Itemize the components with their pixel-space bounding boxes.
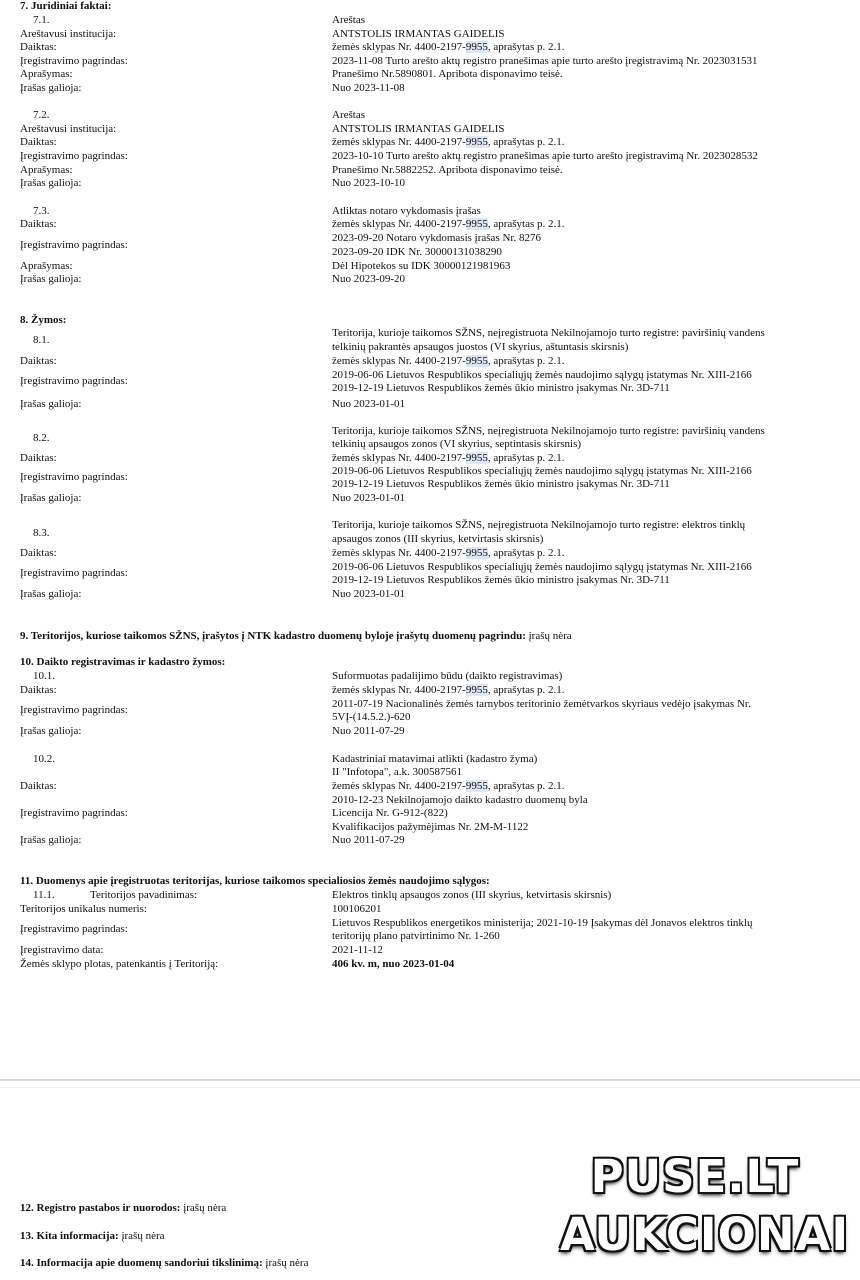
label-object: Daiktas:: [20, 452, 57, 464]
item-8-1-desc-line2: telkinių pakrantės apsaugos juostos (VI skyrius, aštuntasis skirsnis): [332, 341, 629, 353]
item-10-2-valid: Nuo 2011-07-29: [332, 834, 405, 846]
item-8-2-number: 8.2.: [33, 432, 50, 444]
item-7-2-valid: Nuo 2023-10-10: [332, 177, 406, 189]
item-11-1-unique-number: 100106201: [332, 903, 382, 915]
item-8-3-desc-line2: apsaugos zonos (III skyrius, ketvirtasis skirsnis): [332, 533, 544, 545]
item-8-3-valid: Nuo 2023-01-01: [332, 588, 406, 600]
item-11-1-basis-line1: Lietuvos Respublikos energetikos ministerija; 2021-10-19 Įsakymas dėl Jonavos elektros tinklų: [332, 917, 753, 929]
label-object: Daiktas:: [20, 355, 57, 367]
label-institution: Areštavusi institucija:: [20, 28, 117, 40]
item-8-3-object: žemės sklypas Nr. 4400-2197-9955, aprašytas p. 2.1.: [332, 547, 565, 559]
section-12: [20, 1202, 226, 1214]
label-valid: Įrašas galioja:: [20, 492, 82, 504]
item-7-1-number: 7.1.: [33, 14, 50, 26]
item-10-2-basis-line3: Kvalifikacijos pažymėjimas Nr. 2M-M-1122: [332, 821, 529, 833]
item-10-2-basis-line1: 2010-12-23 Nekilnojamojo daikto kadastro duomenų byla: [332, 794, 588, 806]
label-valid: Įrašas galioja:: [20, 177, 82, 189]
label-registration-basis: Įregistravimo pagrindas:: [20, 567, 128, 579]
section-13-heading: 13. Kita informacija:: [20, 1230, 119, 1242]
section-10-heading: 10. Daikto registravimas ir kadastro žymos:: [20, 656, 226, 668]
item-10-1-number: 10.1.: [33, 670, 55, 682]
item-8-1-valid: Nuo 2023-01-01: [332, 398, 406, 410]
item-7-1-valid: Nuo 2023-11-08: [332, 82, 405, 94]
item-10-2-company: II "Infotopa", a.k. 300587561: [332, 766, 462, 778]
label-registration-basis: Įregistravimo pagrindas:: [20, 239, 128, 251]
item-8-3-basis-line2: 2019-12-19 Lietuvos Respublikos žemės ūkio ministro įsakymas Nr. 3D-711: [332, 574, 670, 586]
item-7-2-object: žemės sklypas Nr. 4400-2197-9955, aprašytas p. 2.1.: [332, 136, 565, 148]
label-object: Daiktas:: [20, 547, 57, 559]
item-7-3-number: 7.3.: [33, 205, 50, 217]
item-10-2-basis-line2: Licencija Nr. G-912-(822): [332, 807, 448, 819]
section-13-value: įrašų nėra: [118, 1230, 165, 1242]
item-11-1-territory-name: Elektros tinklų apsaugos zonos (III skyrius, ketvirtasis skirsnis): [332, 889, 612, 901]
label-registration-basis: Įregistravimo pagrindas:: [20, 807, 128, 819]
item-7-1-description: Pranešimo Nr.5890801. Apribota disponavimo teisė.: [332, 68, 563, 80]
item-10-1-type: Suformuotas padalijimo būdu (daikto registravimas): [332, 670, 563, 682]
label-registration-date: Įregistravimo data:: [20, 944, 104, 956]
label-object: Daiktas:: [20, 684, 57, 696]
label-institution: Areštavusi institucija:: [20, 123, 117, 135]
watermark-line-1: PUSE.LT: [590, 1150, 800, 1203]
item-7-3-basis-line1: 2023-09-20 Notaro vykdomasis įrašas Nr. 8276: [332, 232, 541, 244]
section-9-heading: 9. Teritorijos, kuriose taikomos SŽNS, įrašytos į NTK kadastro duomenų byloje įrašytų duomenų pagrindu:: [20, 630, 526, 642]
item-10-1-basis-line2: 5VĮ-(14.5.2.)-620: [332, 711, 411, 723]
section-14-heading: 14. Informacija apie duomenų sandoriui tikslinimą:: [20, 1257, 263, 1269]
label-valid: Įrašas galioja:: [20, 725, 82, 737]
label-description: Aprašymas:: [20, 68, 73, 80]
item-10-1-basis-line1: 2011-07-19 Nacionalinės žemės tarnybos teritorinio žemėtvarkos skyriaus vedėjo įsakymas Nr.: [332, 698, 751, 710]
item-8-1-desc-line1: Teritorija, kurioje taikomos SŽNS, neįregistruota Nekilnojamojo turto registre: paviršinių vandens: [332, 327, 765, 339]
label-registration-basis: Įregistravimo pagrindas:: [20, 923, 128, 935]
item-7-3-valid: Nuo 2023-09-20: [332, 273, 406, 285]
item-7-3-description: Dėl Hipotekos su IDK 30000121981963: [332, 260, 511, 272]
item-8-2-basis-line1: 2019-06-06 Lietuvos Respublikos specialiųjų žemės naudojimo sąlygų įstatymas Nr. XIII-2166: [332, 465, 752, 477]
item-10-2-number: 10.2.: [33, 753, 55, 765]
item-11-1-basis-line2: teritorijų plano patvirtinimo Nr. 1-260: [332, 930, 500, 942]
label-description: Aprašymas:: [20, 260, 73, 272]
item-7-1-type: Areštas: [332, 14, 365, 26]
label-valid: Įrašas galioja:: [20, 273, 82, 285]
item-7-1-basis: 2023-11-08 Turto arešto aktų registro pranešimas apie turto arešto įregistravimą Nr. 2023031531: [332, 55, 758, 67]
item-8-1-number: 8.1.: [33, 334, 50, 346]
label-territory-name: Teritorijos pavadinimas:: [90, 889, 198, 901]
item-7-3-object: žemės sklypas Nr. 4400-2197-9955, aprašytas p. 2.1.: [332, 218, 565, 230]
item-11-1-registration-date: 2021-11-12: [332, 944, 383, 956]
label-object: Daiktas:: [20, 41, 57, 53]
label-valid: Įrašas galioja:: [20, 82, 82, 94]
item-8-1-basis-line2: 2019-12-19 Lietuvos Respublikos žemės ūkio ministro įsakymas Nr. 3D-711: [332, 382, 670, 394]
label-registration-basis: Įregistravimo pagrindas:: [20, 704, 128, 716]
item-8-2-desc-line2: telkinių apsaugos zonos (VI skyrius, septintasis skirsnis): [332, 438, 582, 450]
item-8-2-desc-line1: Teritorija, kurioje taikomos SŽNS, neįregistruota Nekilnojamojo turto registre: paviršinių vandens: [332, 425, 765, 437]
label-object: Daiktas:: [20, 218, 57, 230]
label-registration-basis: Įregistravimo pagrindas:: [20, 471, 128, 483]
item-7-1-object: žemės sklypas Nr. 4400-2197-9955, aprašytas p. 2.1.: [332, 41, 565, 53]
item-8-1-basis-line1: 2019-06-06 Lietuvos Respublikos specialiųjų žemės naudojimo sąlygų įstatymas Nr. XIII-2166: [332, 369, 752, 381]
item-10-2-object: žemės sklypas Nr. 4400-2197-9955, aprašytas p. 2.1.: [332, 780, 565, 792]
item-8-1-object: žemės sklypas Nr. 4400-2197-9955, aprašytas p. 2.1.: [332, 355, 565, 367]
item-8-2-basis-line2: 2019-12-19 Lietuvos Respublikos žemės ūkio ministro įsakymas Nr. 3D-711: [332, 478, 670, 490]
item-10-1-valid: Nuo 2011-07-29: [332, 725, 405, 737]
label-territory-unique-number: Teritorijos unikalus numeris:: [20, 903, 147, 915]
item-10-1-object: žemės sklypas Nr. 4400-2197-9955, aprašytas p. 2.1.: [332, 684, 565, 696]
label-registration-basis: Įregistravimo pagrindas:: [20, 55, 128, 67]
item-11-1-plot-area: 406 kv. m, nuo 2023-01-04: [332, 958, 455, 970]
label-valid: Įrašas galioja:: [20, 398, 82, 410]
section-14-value: įrašų nėra: [262, 1257, 309, 1269]
section-8-heading: 8. Žymos:: [20, 314, 67, 326]
item-7-2-type: Areštas: [332, 109, 365, 121]
item-7-3-basis-line2: 2023-09-20 IDK Nr. 30000131038290: [332, 246, 502, 258]
label-registration-basis: Įregistravimo pagrindas:: [20, 375, 128, 387]
watermark-line-2: AUKCIONAI: [560, 1208, 850, 1261]
item-7-1-institution: ANTSTOLIS IRMANTAS GAIDELIS: [332, 28, 505, 40]
section-13: [20, 1230, 165, 1242]
item-10-2-type: Kadastriniai matavimai atlikti (kadastro žyma): [332, 753, 538, 765]
section-14: [20, 1257, 308, 1269]
item-8-3-basis-line1: 2019-06-06 Lietuvos Respublikos specialiųjų žemės naudojimo sąlygų įstatymas Nr. XIII-2166: [332, 561, 752, 573]
label-valid: Įrašas galioja:: [20, 834, 82, 846]
label-valid: Įrašas galioja:: [20, 588, 82, 600]
page-break-divider-light: [0, 1087, 860, 1088]
label-plot-area: Žemės sklypo plotas, patenkantis į Teritoriją:: [20, 958, 219, 970]
section-7-heading: 7. Juridiniai faktai:: [20, 0, 112, 12]
item-7-2-basis: 2023-10-10 Turto arešto aktų registro pranešimas apie turto arešto įregistravimą Nr. 2023028532: [332, 150, 758, 162]
section-9: [20, 630, 572, 642]
item-8-2-object: žemės sklypas Nr. 4400-2197-9955, aprašytas p. 2.1.: [332, 452, 565, 464]
item-7-2-description: Pranešimo Nr.5882252. Apribota disponavimo teisė.: [332, 164, 563, 176]
label-object: Daiktas:: [20, 780, 57, 792]
item-7-2-number: 7.2.: [33, 109, 50, 121]
item-8-3-desc-line1: Teritorija, kurioje taikomos SŽNS, neįregistruota Nekilnojamojo turto registre: elektros tinklų: [332, 519, 746, 531]
page-break-divider: [0, 1079, 860, 1081]
section-12-value: įrašų nėra: [180, 1202, 227, 1214]
section-11-heading: 11. Duomenys apie įregistruotas teritorijas, kuriose taikomos specialiosios žemės naudojimo sąlygos:: [20, 875, 490, 887]
section-12-heading: 12. Registro pastabos ir nuorodos:: [20, 1202, 181, 1214]
item-7-2-institution: ANTSTOLIS IRMANTAS GAIDELIS: [332, 123, 505, 135]
item-8-3-number: 8.3.: [33, 527, 50, 539]
label-description: Aprašymas:: [20, 164, 73, 176]
item-7-3-type: Atliktas notaro vykdomasis įrašas: [332, 205, 481, 217]
label-object: Daiktas:: [20, 136, 57, 148]
item-11-1-number: 11.1.: [33, 889, 55, 901]
label-registration-basis: Įregistravimo pagrindas:: [20, 150, 128, 162]
section-9-value: įrašų nėra: [525, 630, 572, 642]
item-8-2-valid: Nuo 2023-01-01: [332, 492, 406, 504]
